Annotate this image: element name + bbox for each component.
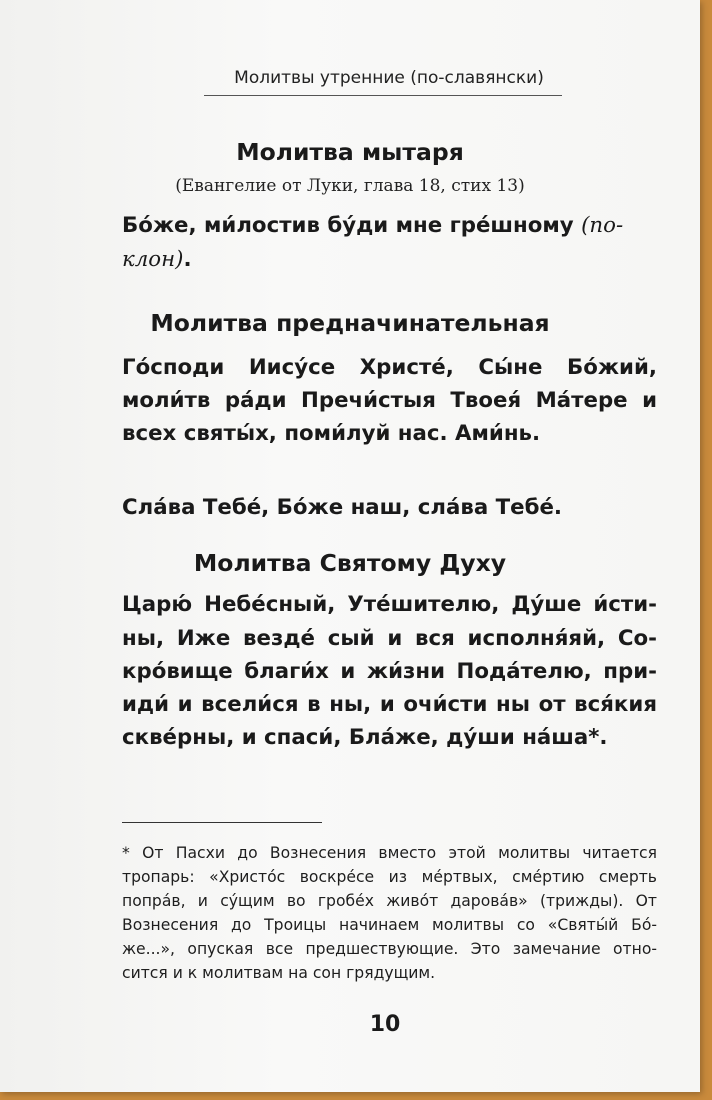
- prayer-spirit-line-4: иди́ и всели́ся в ны, и очи́сти ны от вся́кия: [122, 692, 657, 717]
- prayer-publican-line-2: [122, 247, 192, 272]
- doxology-line: Сла́ва Тебе́, Бо́же наш, сла́ва Тебе́.: [122, 495, 563, 520]
- footnote-rule: [122, 822, 322, 823]
- footnote-line-3: попра́в, и су́щим во гробе́х живо́т дарова́в» (трижды). От: [122, 892, 657, 910]
- footnote-line-4: Вознесения до Троицы начинаем молитвы со «Святы́й Бо́-: [122, 916, 657, 934]
- rubric-note: (по-: [581, 213, 624, 238]
- header-rule: [204, 95, 562, 96]
- prayer-title-initial: Молитва предначинательная: [150, 309, 550, 337]
- footnote-line-1: * От Пасхи до Вознесения вместо этой молитвы читается: [122, 844, 657, 862]
- prayer-publican-line-1: [122, 213, 623, 238]
- prayer-initial-line-2: моли́тв ра́ди Пречи́стыя Твоея́ Ма́тере и: [122, 388, 657, 413]
- footnote-line-2: тропарь: «Христо́с воскре́се из ме́ртвых, сме́ртию смерть: [122, 868, 657, 886]
- prayer-initial-line-3: всех святы́х, поми́луй нас. Ами́нь.: [122, 421, 541, 446]
- rubric-note-continued: клон): [122, 247, 184, 272]
- prayer-spirit-line-3: кро́вище благи́х и жи́зни Пода́телю, при-: [122, 659, 657, 684]
- running-title: Молитвы утренние (по-славянски): [234, 68, 544, 88]
- prayer-spirit-line-1: Царю́ Небе́сный, Уте́шителю, Ду́ше и́сти-: [122, 592, 657, 617]
- prayer-title-publican: Молитва мытаря: [236, 138, 464, 166]
- footnote-line-5: же...», опуская все предшествующие. Это замечание отно-: [122, 940, 657, 958]
- scripture-reference: (Евангелие от Луки, глава 18, стих 13): [175, 176, 525, 196]
- prayer-title-holy-spirit: Молитва Святому Духу: [193, 549, 507, 577]
- prayer-spirit-line-2: ны, Иже везде́ сый и вся исполня́яй, Со-: [122, 626, 657, 651]
- prayer-initial-line-1: Го́споди Иису́се Христе́, Сы́не Бо́жий,: [122, 355, 657, 380]
- prayer-text: Бо́же, ми́лостив бу́ди мне гре́шному: [122, 213, 574, 238]
- prayer-spirit-line-5: скве́рны, и спаси́, Бла́же, ду́ши на́ша*.: [122, 725, 608, 750]
- line-end-period: .: [183, 247, 192, 272]
- page-number: 10: [369, 1012, 401, 1037]
- footnote-line-6: сится и к молитвам на сон грядущим.: [122, 964, 436, 982]
